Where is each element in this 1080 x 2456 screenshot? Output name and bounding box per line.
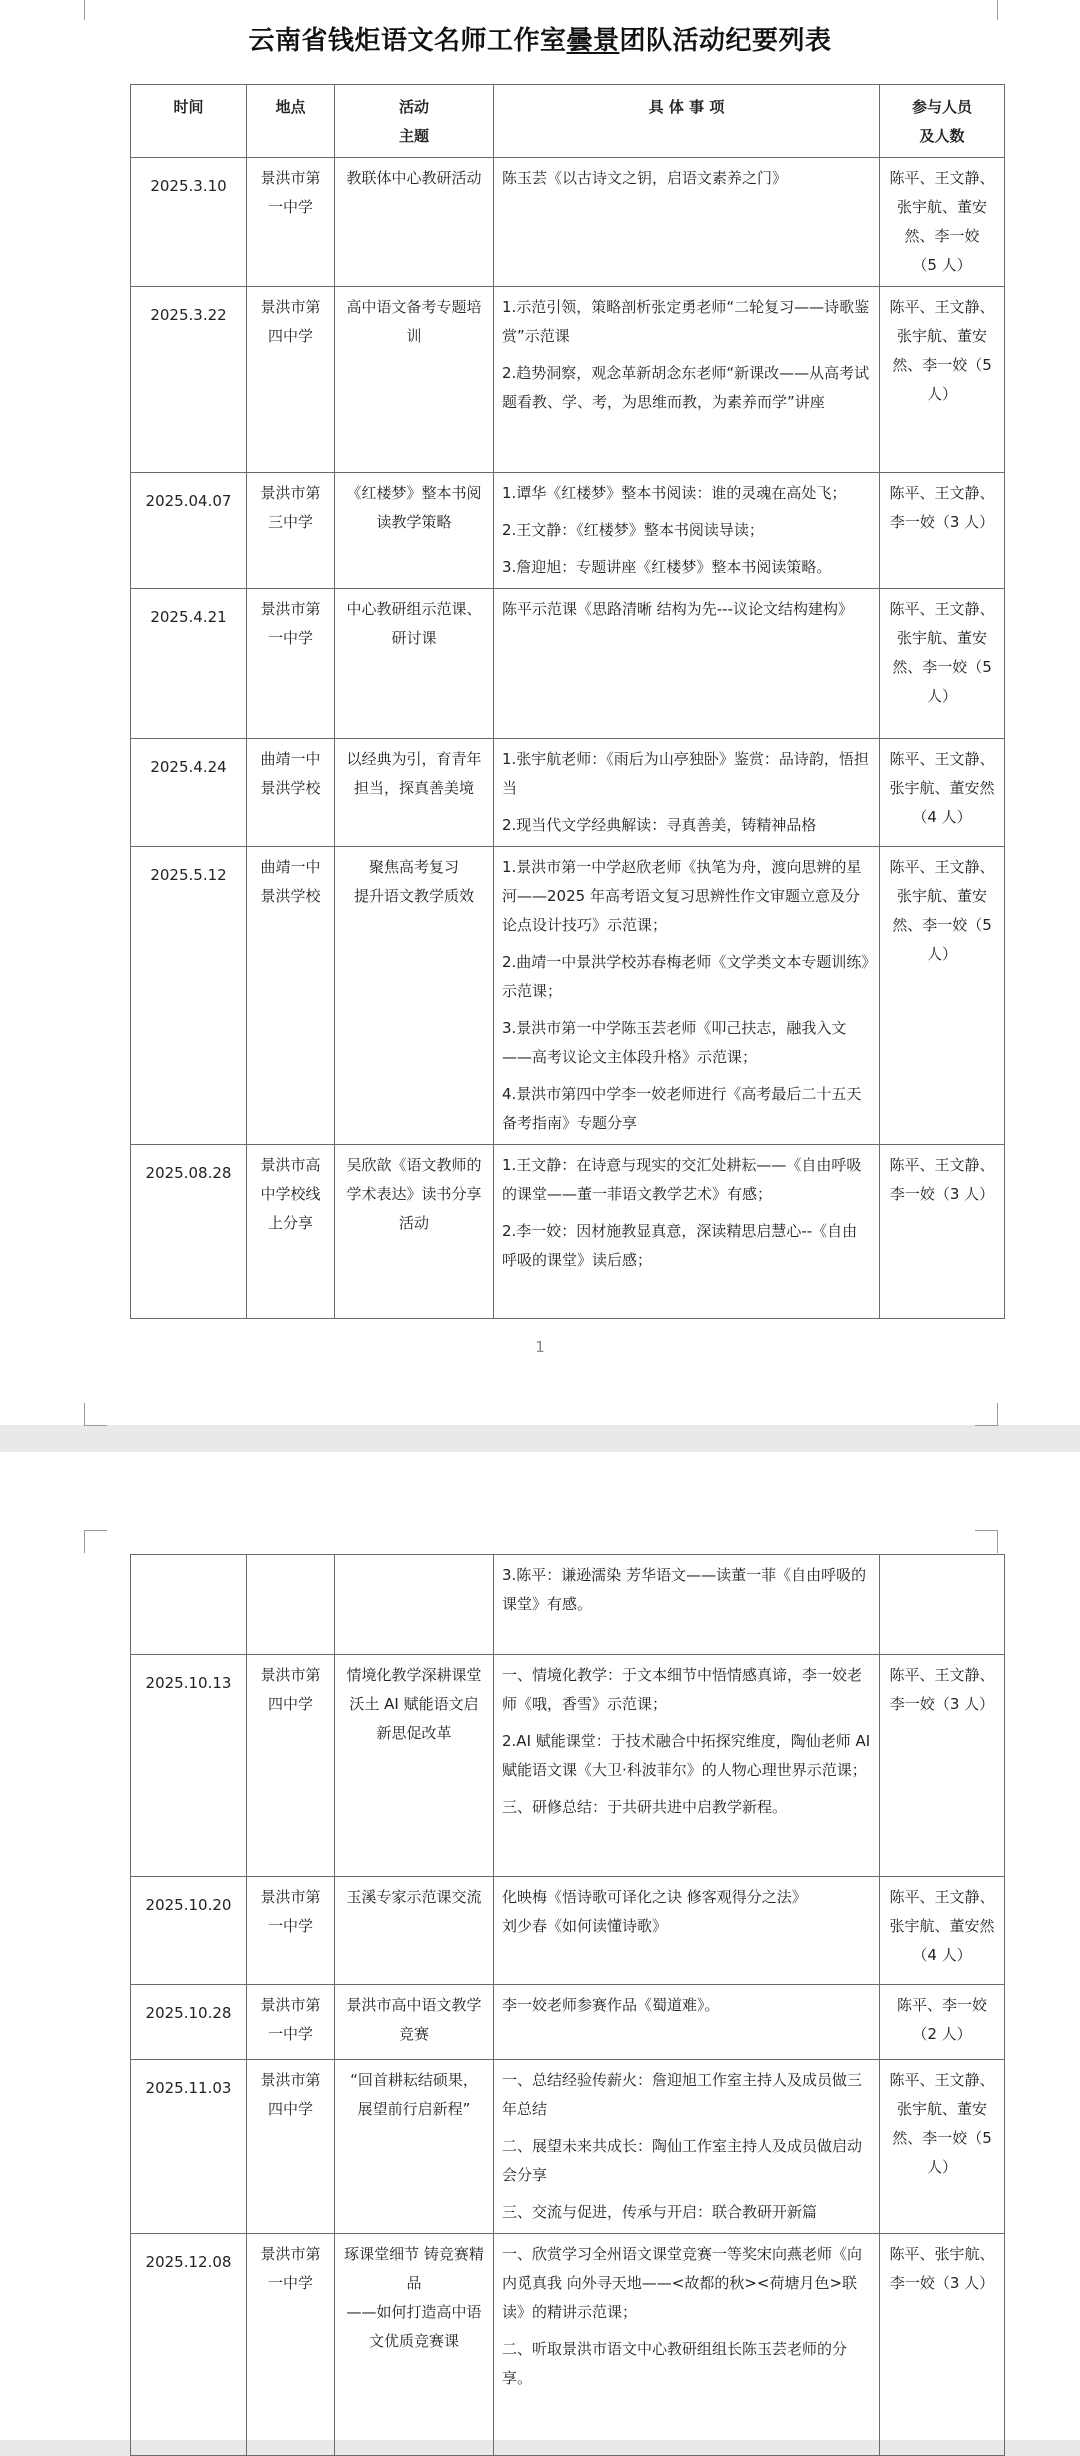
- cell-theme: 吴欣歆《语文教师的学术表达》读书分享活动: [335, 1145, 494, 1319]
- detail-item: 陈玉芸《以古诗文之钥，启语文素养之门》: [502, 169, 788, 187]
- cell-detail: [494, 2234, 880, 2456]
- table-row: [131, 287, 1005, 473]
- cell-time: 2025.5.12: [131, 847, 247, 1145]
- table-row: [131, 589, 1005, 739]
- cell-detail: [494, 473, 880, 589]
- cell-theme: 《红楼梦》整本书阅读教学策略: [335, 473, 494, 589]
- cell-detail: [494, 739, 880, 847]
- crop-mark: [975, 0, 998, 20]
- cell-theme: 中心教研组示范课、研讨课: [335, 589, 494, 739]
- cell-people: 陈平、王文静、张宇航、董安然、李一姣（5 人）: [880, 589, 1005, 739]
- cell-time: 2025.11.03: [131, 2060, 247, 2234]
- cell-theme: 聚焦高考复习 提升语文教学质效: [335, 847, 494, 1145]
- cell-people: 陈平、李一姣 （2 人）: [880, 1985, 1005, 2060]
- cell-people: 陈平、王文静、张宇航、董安然、李一姣（5 人）: [880, 287, 1005, 473]
- detail-item: 一、欣赏学习全州语文课堂竞赛一等奖宋向燕老师《向内觅真我 向外寻天地——<故都的秋><荷塘月色>联读》的精讲示范课；: [502, 2245, 863, 2321]
- table-row: [131, 473, 1005, 589]
- table-row: [131, 1655, 1005, 1877]
- table-row: [131, 847, 1005, 1145]
- cell-place: 景洪市第一中学: [247, 589, 335, 739]
- cell-people: 陈平、王文静、张宇航、董安然、李一姣（5 人）: [880, 2060, 1005, 2234]
- cell-place: 景洪市第一中学: [247, 1877, 335, 1985]
- cell-people: 陈平、张宇航、李一姣（3 人）: [880, 2234, 1005, 2456]
- detail-item: 化映梅《悟诗歌可译化之诀 修客观得分之法》 刘少春《如何读懂诗歌》: [502, 1888, 807, 1935]
- cell-people: 陈平、王文静、张宇航、董安然、李一姣 （5 人）: [880, 158, 1005, 287]
- detail-item: 2.曲靖一中景洪学校苏春梅老师《文学类文本专题训练》示范课；: [502, 953, 869, 1000]
- table-row: [131, 1985, 1005, 2060]
- cell-theme: 琢课堂细节 铸竞赛精品 ——如何打造高中语文优质竞赛课: [335, 2234, 494, 2456]
- detail-item: 一、情境化教学：于文本细节中悟情感真谛，李一姣老师《哦，香雪》示范课；: [502, 1666, 863, 1713]
- crop-mark: [84, 1530, 107, 1553]
- cell-place: 曲靖一中景洪学校: [247, 847, 335, 1145]
- cell-time: [131, 1555, 247, 1655]
- cell-place: 景洪市第一中学: [247, 2234, 335, 2456]
- crop-mark: [975, 1403, 998, 1426]
- cell-time: 2025.3.10: [131, 158, 247, 287]
- crop-mark: [975, 1530, 998, 1553]
- detail-item: 三、交流与促进，传承与开启：联合教研开新篇: [502, 2203, 818, 2221]
- detail-item: 2.AI 赋能课堂：于技术融合中拓探究维度，陶仙老师 AI 赋能语文课《大卫·科波菲尔》的人物心理世界示范课；: [502, 1732, 871, 1779]
- detail-item: 2.李一姣：因材施教显真意，深读精思启慧心--《自由呼吸的课堂》读后感；: [502, 1222, 858, 1269]
- cell-theme: 教联体中心教研活动: [335, 158, 494, 287]
- cell-time: 2025.08.28: [131, 1145, 247, 1319]
- cell-time: 2025.10.28: [131, 1985, 247, 2060]
- header-theme: 活动 主题: [335, 85, 494, 158]
- cell-detail: [494, 1655, 880, 1877]
- detail-item: 一、总结经验传薪火：詹迎旭工作室主持人及成员做三年总结: [502, 2071, 863, 2118]
- title-suffix: 团队活动纪要列表: [619, 26, 832, 56]
- title-underlined-text: 曇景: [566, 26, 620, 56]
- detail-item: 2.现当代文学经典解读：寻真善美，铸精神品格: [502, 816, 817, 834]
- detail-item: 二、展望未来共成长：陶仙工作室主持人及成员做启动会分享: [502, 2137, 863, 2184]
- cell-time: 2025.04.07: [131, 473, 247, 589]
- cell-people: 陈平、王文静、李一姣（3 人）: [880, 1145, 1005, 1319]
- cell-detail: [494, 1985, 880, 2060]
- cell-detail: [494, 1145, 880, 1319]
- cell-people: 陈平、王文静、张宇航、董安然 （4 人）: [880, 739, 1005, 847]
- cell-people: 陈平、王文静、张宇航、董安然、李一姣（5 人）: [880, 847, 1005, 1145]
- table-row: [131, 1555, 1005, 1655]
- cell-time: 2025.10.13: [131, 1655, 247, 1877]
- cell-time: 2025.4.21: [131, 589, 247, 739]
- cell-detail: [494, 1555, 880, 1655]
- cell-time: 2025.12.08: [131, 2234, 247, 2456]
- header-people: 参与人员 及人数: [880, 85, 1005, 158]
- cell-people: 陈平、王文静、李一姣（3 人）: [880, 473, 1005, 589]
- cell-detail: [494, 589, 880, 739]
- detail-item: 陈平示范课《思路清晰 结构为先---议论文结构建构》: [502, 600, 854, 618]
- table-row: [131, 2234, 1005, 2456]
- cell-detail: [494, 847, 880, 1145]
- detail-item: 3.景洪市第一中学陈玉芸老师《叩己扶志，融我入文——高考议论文主体段升格》示范课；: [502, 1019, 847, 1066]
- detail-item: 3.詹迎旭：专题讲座《红楼梦》整本书阅读策略。: [502, 558, 832, 576]
- header-time: 时间: [131, 85, 247, 158]
- detail-item: 三、研修总结：于共研共进中启教学新程。: [502, 1798, 788, 1816]
- document-title: [0, 20, 1080, 57]
- cell-detail: [494, 287, 880, 473]
- activity-table: [130, 84, 1005, 1319]
- cell-theme: 高中语文备考专题培训: [335, 287, 494, 473]
- cell-place: 景洪市第一中学: [247, 1985, 335, 2060]
- detail-item: 3.陈平：谦逊濡染 芳华语文——读董一菲《自由呼吸的课堂》有感。: [502, 1566, 867, 1613]
- cell-place: 景洪市第一中学: [247, 158, 335, 287]
- detail-item: 李一姣老师参赛作品《蜀道难》。: [502, 1996, 720, 2014]
- activity-table-continued: [130, 1554, 1005, 2456]
- table-row: [131, 158, 1005, 287]
- detail-item: 2.王文静：《红楼梦》整本书阅读导读；: [502, 521, 764, 539]
- cell-time: 2025.10.20: [131, 1877, 247, 1985]
- title-prefix: 云南省钱炬语文名师工作室: [248, 26, 567, 56]
- detail-item: 1.谭华《红楼梦》整本书阅读：谁的灵魂在高处飞；: [502, 484, 847, 502]
- cell-theme: “回首耕耘结硕果，展望前行启新程”: [335, 2060, 494, 2234]
- table-row: [131, 2060, 1005, 2234]
- cell-detail: [494, 158, 880, 287]
- cell-place: 曲靖一中景洪学校: [247, 739, 335, 847]
- cell-place: 景洪市第三中学: [247, 473, 335, 589]
- cell-detail: [494, 1877, 880, 1985]
- cell-people: 陈平、王文静、张宇航、董安然 （4 人）: [880, 1877, 1005, 1985]
- cell-place: 景洪市第四中学: [247, 2060, 335, 2234]
- cell-people: [880, 1555, 1005, 1655]
- cell-theme: 情境化教学深耕课堂沃土 AI 赋能语文启新思促改革: [335, 1655, 494, 1877]
- cell-theme: 玉溪专家示范课交流: [335, 1877, 494, 1985]
- header-place: 地点: [247, 85, 335, 158]
- table-header-row: [131, 85, 1005, 158]
- table-row: [131, 739, 1005, 847]
- detail-item: 1.张宇航老师：《雨后为山亭独卧》鉴赏：品诗韵，悟担当: [502, 750, 869, 797]
- detail-item: 1.示范引领，策略剖析张定勇老师“二轮复习——诗歌鉴赏”示范课: [502, 298, 870, 345]
- document-page-2: [0, 1452, 1080, 2440]
- cell-place: 景洪市高中学校线上分享: [247, 1145, 335, 1319]
- cell-time: 2025.3.22: [131, 287, 247, 473]
- table-row: [131, 1145, 1005, 1319]
- detail-item: 二、听取景洪市语文中心教研组组长陈玉芸老师的分享。: [502, 2340, 848, 2387]
- cell-place: 景洪市第四中学: [247, 1655, 335, 1877]
- detail-item: 1.景洪市第一中学赵欣老师《执笔为舟，渡向思辨的星河——2025 年高考语文复习思辨性作文审题立意及分论点设计技巧》示范课；: [502, 858, 862, 934]
- detail-item: 2.趋势洞察，观念革新胡念东老师“新课改——从高考试题看教、学、考，为思维而教，为素养而学”讲座: [502, 364, 870, 411]
- cell-place: [247, 1555, 335, 1655]
- crop-mark: [84, 1403, 107, 1426]
- cell-theme: 以经典为引，育青年担当，探真善美境: [335, 739, 494, 847]
- cell-theme: [335, 1555, 494, 1655]
- cell-place: 景洪市第四中学: [247, 287, 335, 473]
- cell-time: 2025.4.24: [131, 739, 247, 847]
- cell-detail: [494, 2060, 880, 2234]
- table-row: [131, 1877, 1005, 1985]
- cell-theme: 景洪市高中语文教学竞赛: [335, 1985, 494, 2060]
- crop-mark: [84, 0, 107, 20]
- detail-item: 4.景洪市第四中学李一姣老师进行《高考最后二十五天备考指南》专题分享: [502, 1085, 862, 1132]
- detail-item: 1.王文静：在诗意与现实的交汇处耕耘——《自由呼吸的课堂——董一菲语文教学艺术》有感；: [502, 1156, 862, 1203]
- header-detail: 具 体 事 项: [494, 85, 880, 158]
- cell-people: 陈平、王文静、李一姣（3 人）: [880, 1655, 1005, 1877]
- page-number: 1: [535, 1338, 545, 1356]
